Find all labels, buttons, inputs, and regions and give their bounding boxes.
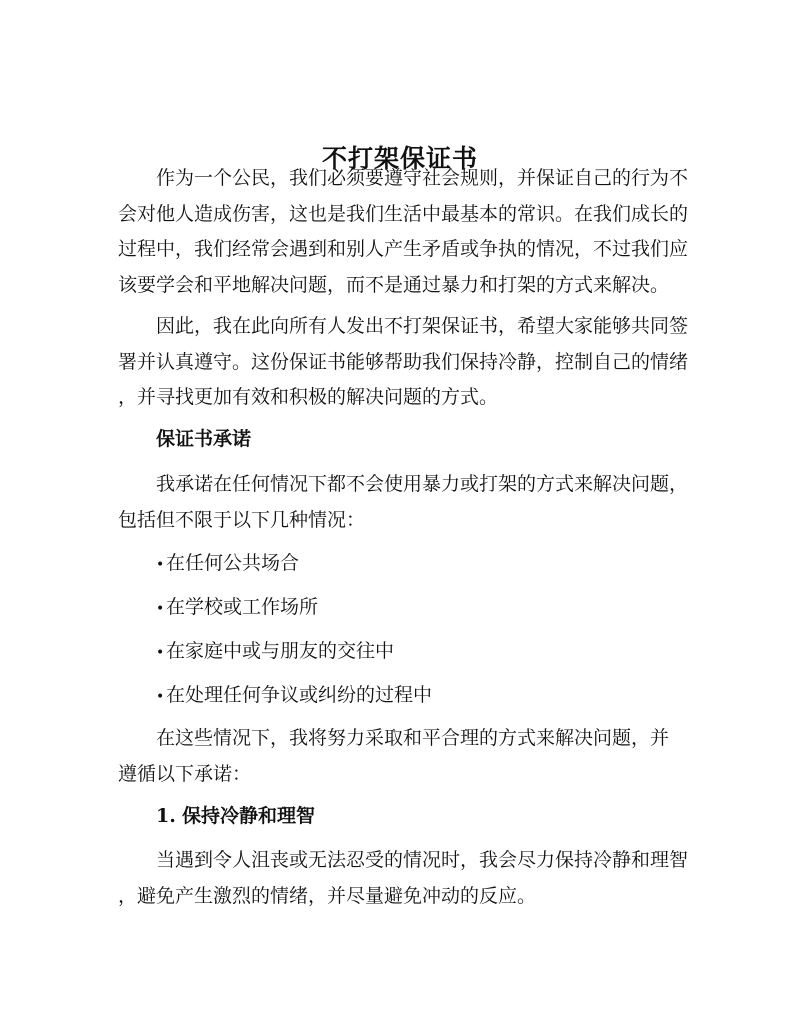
fourth-paragraph (118, 721, 674, 792)
list-item-text: 在学校或工作场所 (166, 596, 319, 618)
document-title: 不打架保证书 (321, 143, 478, 173)
second-paragraph (118, 309, 689, 416)
paragraph-line: 我承诺在任何情况下都不会使用暴力或打架的方式来解决问题， (156, 473, 689, 495)
paragraph-line: 作为一个公民，我们必须要遵守社会规则，并保证自己的行为不 (156, 167, 689, 189)
list-item (156, 591, 432, 635)
paragraph-line: 因此，我在此向所有人发出不打架保证书，希望大家能够共同签 (156, 315, 689, 337)
paragraph-line: 在这些情况下，我将努力采取和平合理的方式来解决问题，并 (156, 727, 670, 749)
situation-list (156, 547, 432, 723)
paragraph-line: 遵循以下承诺： (118, 762, 252, 785)
commitment-heading (156, 800, 315, 832)
commitment-number: 1. (156, 805, 176, 827)
bullet-icon: • (156, 557, 165, 573)
paragraph-line: 该要学会和平地解决问题，而不是通过暴力和打架的方式来解决。 (118, 273, 670, 296)
bullet-icon: • (156, 689, 165, 705)
list-item (156, 679, 432, 723)
bullet-icon: • (156, 601, 165, 617)
paragraph-line: 当遇到令人沮丧或无法忍受的情况时，我会尽力保持冷静和理智 (156, 849, 689, 871)
intro-paragraph (118, 161, 689, 303)
list-item-text: 在任何公共场合 (166, 552, 300, 574)
list-item-text: 在处理任何争议或纠纷的过程中 (166, 684, 433, 706)
paragraph-line: 包括但不限于以下几种情况： (118, 508, 366, 531)
list-item-text: 在家庭中或与朋友的交往中 (166, 640, 395, 662)
paragraph-line: ，并寻找更加有效和积极的解决问题的方式。 (118, 386, 499, 408)
commitment-title: 保持冷静和理智 (182, 805, 316, 827)
list-item (156, 635, 432, 679)
paragraph-line: 署并认真遵守。这份保证书能够帮助我们保持冷静，控制自己的情绪 (118, 350, 689, 373)
bullet-icon: • (156, 645, 165, 661)
paragraph-line: 会对他人造成伤害，这也是我们生活中最基本的常识。在我们成长的 (118, 202, 689, 225)
list-item (156, 547, 432, 591)
paragraph-line: 过程中，我们经常会遇到和别人产生矛盾或争执的情况，不过我们应 (118, 238, 689, 260)
paragraph-line: ，避免产生激烈的情绪，并尽量避免冲动的反应。 (118, 884, 537, 907)
fifth-paragraph (118, 843, 689, 914)
third-paragraph (118, 467, 689, 538)
section-heading: 保证书承诺 (156, 428, 252, 450)
